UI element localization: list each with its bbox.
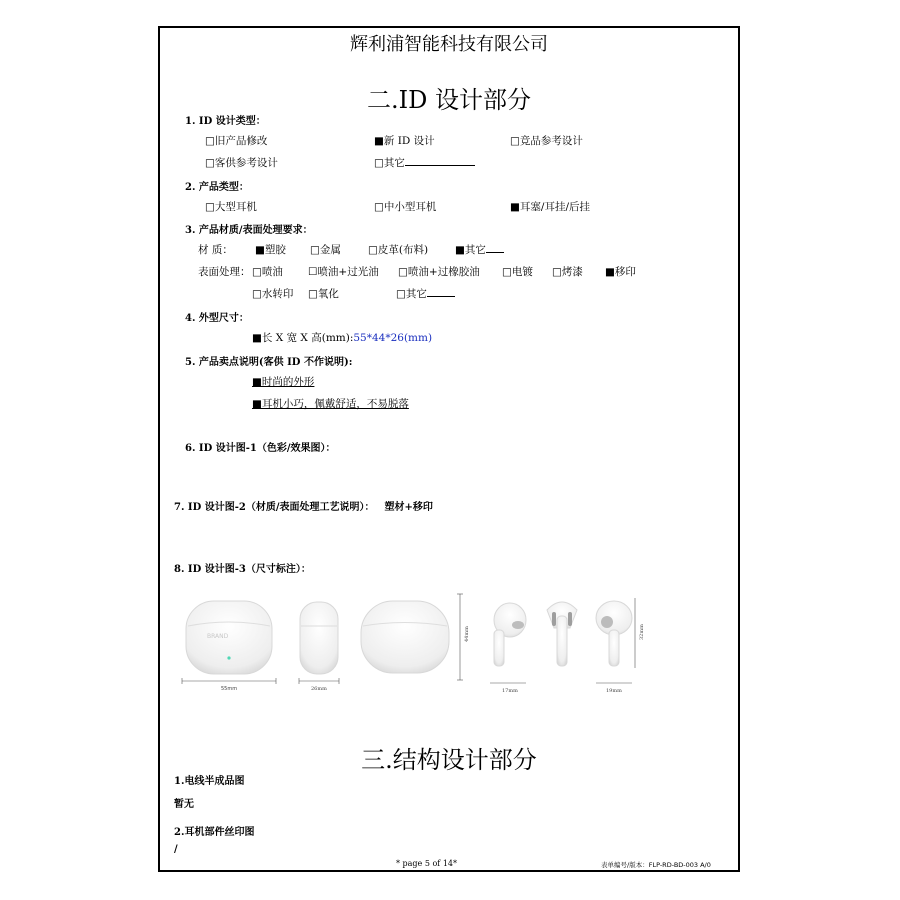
page-number: * page 5 of 14*	[396, 859, 457, 868]
struct-section-title: 三.结构设计部分	[361, 746, 537, 774]
option-competitor: □竞品参考设计	[510, 135, 583, 147]
led-indicator	[227, 656, 230, 659]
q2-label: 2. 产品类型：	[185, 182, 249, 193]
company-name: 辉利浦智能科技有限公司	[350, 34, 548, 55]
option-large: □大型耳机	[205, 201, 257, 213]
document-page	[158, 26, 740, 872]
case-top-view	[361, 594, 470, 680]
selling-point-1: ■时尚的外形	[252, 376, 315, 388]
material-label: 材 质：	[198, 244, 233, 256]
option-earbud: ■耳塞/耳挂/后挂	[510, 201, 590, 213]
q1-label: 1. ID 设计类型：	[185, 116, 266, 127]
option-customer-ref: □客供参考设计	[205, 157, 278, 169]
surface-plating: □电镀	[502, 266, 533, 278]
struct-item2-label: 2.耳机部件丝印图	[174, 827, 255, 838]
option-medium: □中小型耳机	[374, 201, 437, 213]
material-leather: □皮革(布料)	[368, 244, 429, 256]
dim-earbud-height: 32mm	[639, 624, 645, 640]
q3-label: 3. 产品材质/表面处理要求：	[185, 225, 313, 236]
surface-pad-print: ■移印	[605, 266, 636, 278]
selling-point-2: ■耳机小巧，佩戴舒适，不易脱落	[252, 398, 409, 410]
earbud-front-view	[596, 598, 645, 694]
brand-logo: BRAND	[207, 633, 229, 640]
earbud-side-view	[490, 603, 526, 694]
struct-item1-label: 1.电线半成品图	[174, 776, 245, 787]
dim-case-depth: 26mm	[311, 686, 327, 692]
material-plastic: ■塑胶	[255, 244, 286, 256]
option-new-id: ■新 ID 设计	[374, 135, 435, 147]
option-old-product: □旧产品修改	[205, 135, 268, 147]
q7-label: 7. ID 设计图-2（材质/表面处理工艺说明）： 塑材+移印	[174, 502, 433, 513]
struct-item1-value: 暂无	[174, 799, 194, 810]
dim-earbud-width: 17mm	[502, 688, 518, 694]
q8-label: 8. ID 设计图-3（尺寸标注）：	[174, 564, 311, 575]
surface-spray: □喷油	[252, 266, 283, 278]
form-code: 表单编号/版本：FLP-RD-BD-003 A/0	[601, 861, 711, 869]
q5-label: 5. 产品卖点说明(客供 ID 不作说明):	[185, 357, 353, 368]
surface-spray-rubber: □喷油+过橡胶油	[398, 266, 480, 278]
q6-label: 6. ID 设计图-1（色彩/效果图）：	[185, 443, 336, 454]
dimension-drawing	[160, 588, 738, 698]
surface-other: □其它	[396, 286, 455, 301]
material-other: ■其它	[455, 242, 504, 257]
dimensions-value: ■长 X 宽 X 高(mm):55*44*26(mm)	[252, 332, 433, 344]
material-metal: □金属	[310, 244, 341, 256]
case-side-view	[299, 602, 339, 692]
case-front-view	[182, 601, 276, 692]
q4-label: 4. 外型尺寸：	[185, 313, 249, 324]
option-other: □其它	[374, 155, 475, 170]
earbud-back-view	[547, 602, 577, 666]
dim-case-height: 44mm	[464, 626, 470, 642]
id-section-title: 二.ID 设计部分	[367, 86, 531, 114]
dim-case-width: 55mm	[221, 686, 238, 692]
dim-earbud-depth: 19mm	[606, 688, 622, 694]
surface-water-transfer: □水转印	[252, 288, 294, 300]
struct-item2-value: /	[174, 844, 178, 855]
surface-label: 表面处理：	[198, 266, 251, 278]
surface-spray-gloss: ☐喷油+过光油	[308, 266, 379, 278]
surface-paint: □烤漆	[552, 266, 583, 278]
surface-oxidation: □氧化	[308, 288, 339, 300]
